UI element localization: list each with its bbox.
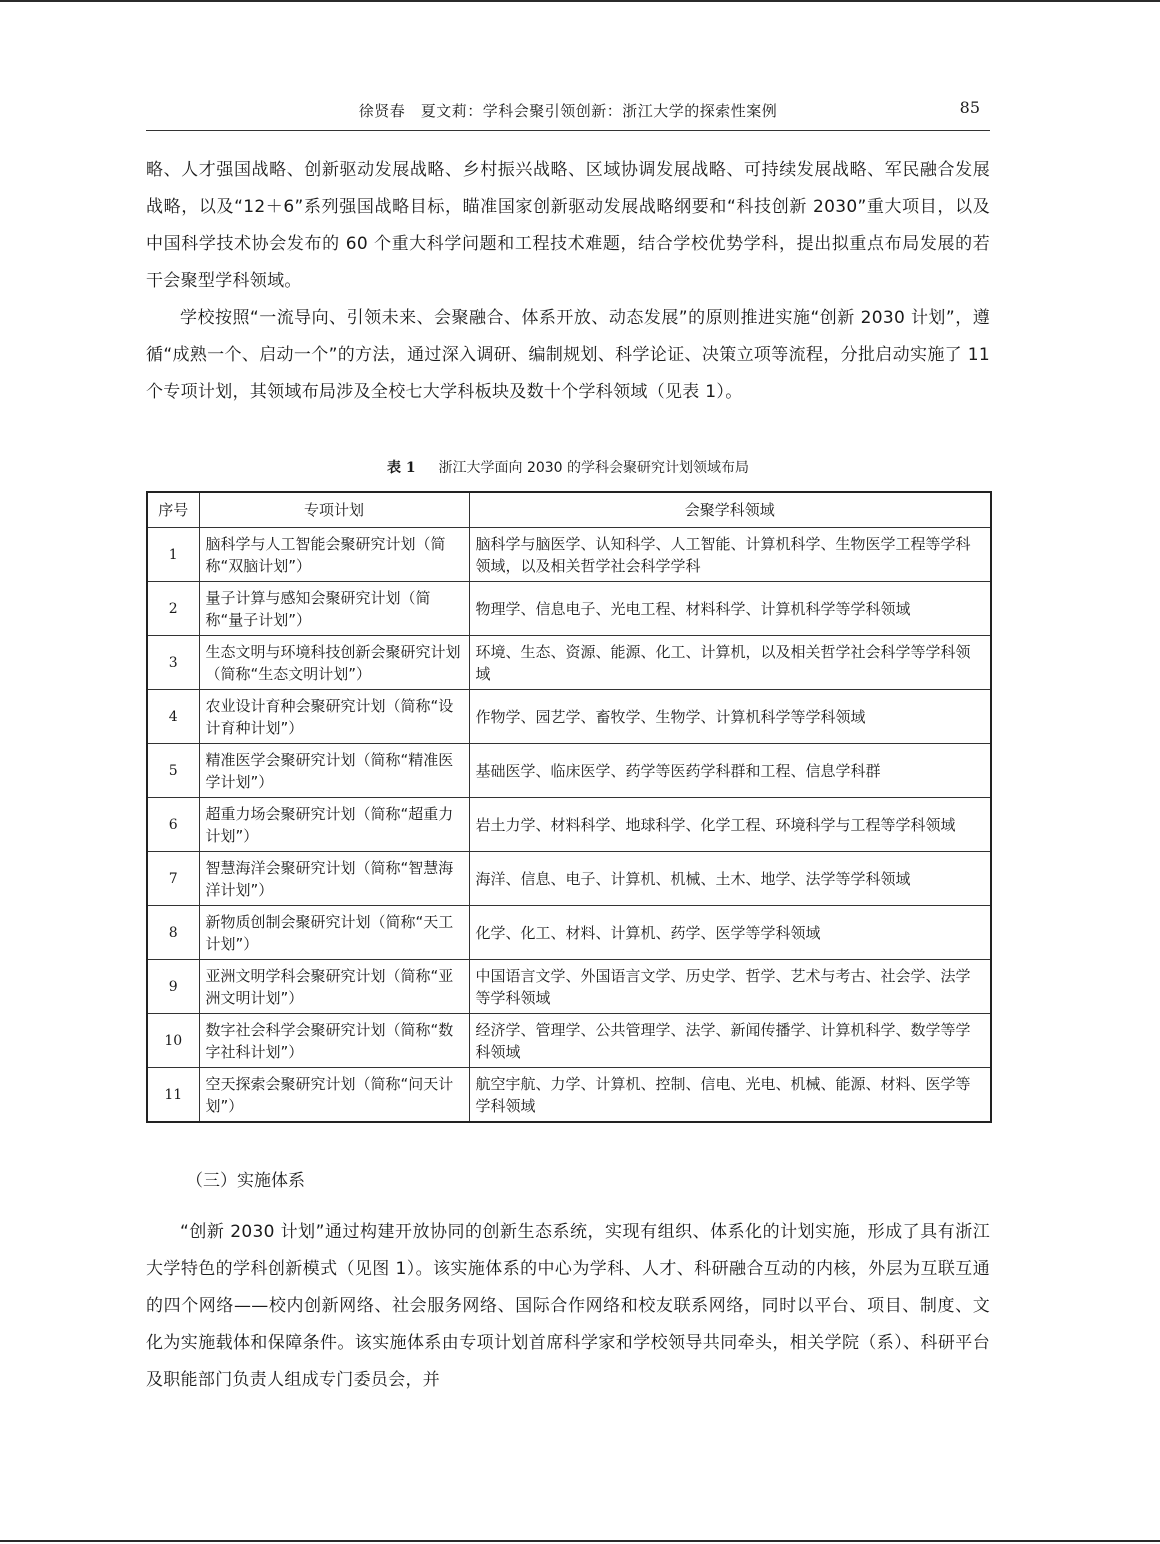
row-number: 11 bbox=[147, 1068, 199, 1123]
table-row bbox=[147, 906, 991, 960]
row-plan: 新物质创制会聚研究计划（简称“天工计划”） bbox=[199, 906, 469, 960]
table-row bbox=[147, 1014, 991, 1068]
row-number: 5 bbox=[147, 744, 199, 798]
running-header bbox=[146, 96, 990, 131]
row-plan: 智慧海洋会聚研究计划（简称“智慧海洋计划”） bbox=[199, 852, 469, 906]
table-row bbox=[147, 582, 991, 636]
page-top-edge bbox=[0, 0, 1160, 2]
row-fields: 经济学、管理学、公共管理学、法学、新闻传播学、计算机科学、数学等学科领域 bbox=[469, 1014, 991, 1068]
table-caption-label: 表 1 bbox=[386, 460, 416, 476]
table-row bbox=[147, 528, 991, 582]
row-plan: 空天探索会聚研究计划（简称“问天计划”） bbox=[199, 1068, 469, 1123]
layout-table bbox=[146, 491, 992, 1123]
row-plan: 精准医学会聚研究计划（简称“精准医学计划”） bbox=[199, 744, 469, 798]
row-number: 7 bbox=[147, 852, 199, 906]
header-number: 序号 bbox=[147, 492, 199, 528]
table-row bbox=[147, 690, 991, 744]
row-fields: 物理学、信息电子、光电工程、材料科学、计算机科学等学科领域 bbox=[469, 582, 991, 636]
table-header-row bbox=[147, 492, 991, 528]
row-plan: 量子计算与感知会聚研究计划（简称“量子计划”） bbox=[199, 582, 469, 636]
row-plan: 数字社会科学会聚研究计划（简称“数字社科计划”） bbox=[199, 1014, 469, 1068]
row-fields: 环境、生态、资源、能源、化工、计算机，以及相关哲学社会科学等学科领域 bbox=[469, 636, 991, 690]
table-row bbox=[147, 960, 991, 1014]
row-fields: 基础医学、临床医学、药学等医药学科群和工程、信息学科群 bbox=[469, 744, 991, 798]
row-fields: 脑科学与脑医学、认知科学、人工智能、计算机科学、生物医学工程等学科领域，以及相关哲学社会科学学科 bbox=[469, 528, 991, 582]
row-number: 9 bbox=[147, 960, 199, 1014]
row-number: 10 bbox=[147, 1014, 199, 1068]
paragraph-2: 学校按照“一流导向、引领未来、会聚融合、体系开放、动态发展”的原则推进实施“创新 2030 计划”，遵循“成熟一个、启动一个”的方法，通过深入调研、编制规划、科学论证、决策立项等流程，分批启动实施了 11 个专项计划，其领域布局涉及全校七大学科板块及数十个学科领域（见表 1）。 bbox=[146, 308, 990, 402]
row-number: 2 bbox=[147, 582, 199, 636]
row-number: 3 bbox=[147, 636, 199, 690]
table-caption bbox=[146, 457, 990, 477]
page-bottom-edge bbox=[0, 1540, 1160, 1542]
table-row bbox=[147, 798, 991, 852]
page-number: 85 bbox=[959, 98, 980, 117]
row-number: 1 bbox=[147, 528, 199, 582]
row-fields: 航空宇航、力学、计算机、控制、信电、光电、机械、能源、材料、医学等学科领域 bbox=[469, 1068, 991, 1123]
row-fields: 海洋、信息、电子、计算机、机械、土木、地学、法学等学科领域 bbox=[469, 852, 991, 906]
table-row bbox=[147, 636, 991, 690]
header-plan: 专项计划 bbox=[199, 492, 469, 528]
table-caption-text: 浙江大学面向 2030 的学科会聚研究计划领域布局 bbox=[438, 460, 750, 476]
table-row bbox=[147, 744, 991, 798]
row-number: 6 bbox=[147, 798, 199, 852]
paragraph-3: “创新 2030 计划”通过构建开放协同的创新生态系统，实现有组织、体系化的计划实施，形成了具有浙江大学特色的学科创新模式（见图 1）。该实施体系的中心为学科、人才、科研融合互动的内核，外层为互联互通的四个网络——校内创新网络、社会服务网络、国际合作网络和校友联系网络，同时以平台、项目、制度、文化为实施载体和保障条件。该实施体系由专项计划首席科学家和学校领导共同牵头，相关学院（系）、科研平台及职能部门负责人组成专门委员会，并 bbox=[146, 1222, 990, 1390]
row-fields: 作物学、园艺学、畜牧学、生物学、计算机科学等学科领域 bbox=[469, 690, 991, 744]
row-number: 8 bbox=[147, 906, 199, 960]
running-title: 徐贤春 夏文莉：学科会聚引领创新：浙江大学的探索性案例 bbox=[358, 102, 778, 120]
table-row bbox=[147, 1068, 991, 1123]
row-plan: 生态文明与环境科技创新会聚研究计划（简称“生态文明计划”） bbox=[199, 636, 469, 690]
row-number: 4 bbox=[147, 690, 199, 744]
row-plan: 脑科学与人工智能会聚研究计划（简称“双脑计划”） bbox=[199, 528, 469, 582]
row-fields: 岩土力学、材料科学、地球科学、化学工程、环境科学与工程等学科领域 bbox=[469, 798, 991, 852]
row-plan: 亚洲文明学科会聚研究计划（简称“亚洲文明计划”） bbox=[199, 960, 469, 1014]
paragraph-1: 略、人才强国战略、创新驱动发展战略、乡村振兴战略、区域协调发展战略、可持续发展战略、军民融合发展战略，以及“12＋6”系列强国战略目标，瞄准国家创新驱动发展战略纲要和“科技创新 2030”重大项目，以及中国科学技术协会发布的 60 个重大科学问题和工程技术难题，结合学校优势学科，提出拟重点布局发展的若干会聚型学科领域。 bbox=[146, 160, 990, 291]
section-heading: （三）实施体系 bbox=[186, 1171, 305, 1191]
row-fields: 化学、化工、材料、计算机、药学、医学等学科领域 bbox=[469, 906, 991, 960]
row-plan: 超重力场会聚研究计划（简称“超重力计划”） bbox=[199, 798, 469, 852]
header-fields: 会聚学科领域 bbox=[469, 492, 991, 528]
row-fields: 中国语言文学、外国语言文学、历史学、哲学、艺术与考古、社会学、法学等学科领域 bbox=[469, 960, 991, 1014]
row-plan: 农业设计育种会聚研究计划（简称“设计育种计划”） bbox=[199, 690, 469, 744]
table-row bbox=[147, 852, 991, 906]
